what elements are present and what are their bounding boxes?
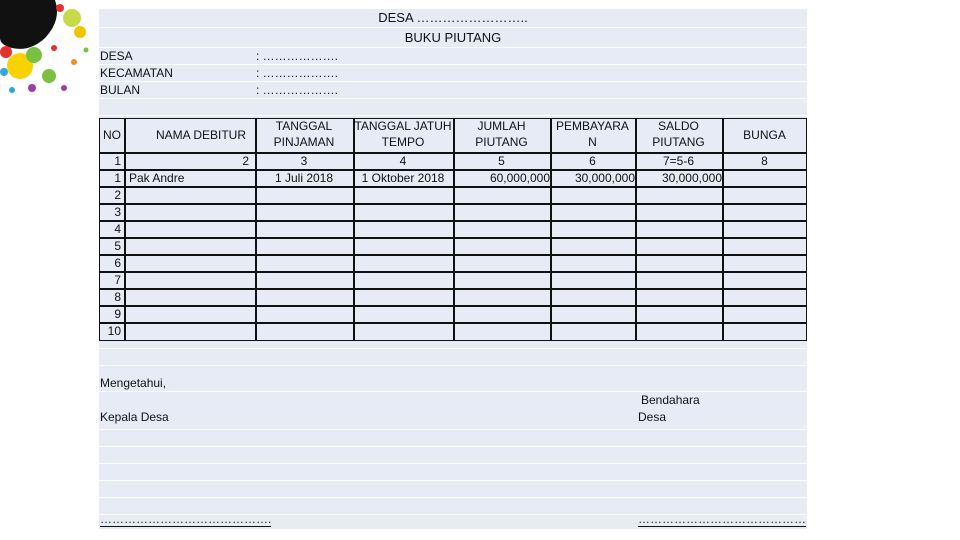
row-number: 3 — [114, 205, 121, 219]
row-number: 9 — [114, 307, 121, 321]
col-header-saldo-piutang-2: PIUTANG — [652, 135, 705, 149]
col-header-tanggal-jatuh-tempo-2: TEMPO — [381, 135, 425, 149]
document-subtitle: BUKU PIUTANG — [404, 30, 502, 45]
index-cell-7: 7=5-6 — [662, 154, 695, 168]
row-tanggal-pinjaman[interactable]: 1 Juli 2018 — [274, 171, 334, 185]
signature-line-kepala-desa[interactable]: ……………………………………. — [100, 512, 272, 526]
info-label-kecamatan: KECAMATAN — [100, 66, 173, 80]
index-cell-5: 5 — [498, 154, 505, 168]
row-saldo-piutang[interactable]: 30,000,000 — [661, 171, 722, 185]
row-number: 4 — [114, 222, 121, 236]
row-number: 10 — [107, 324, 121, 338]
bendahara-label-line1: Bendahara — [641, 393, 700, 407]
decorative-splash-graphic — [0, 0, 96, 100]
col-header-saldo-piutang-1: SALDO — [658, 119, 699, 133]
row-number: 5 — [114, 239, 121, 253]
row-pembayaran[interactable]: 30,000,000 — [574, 171, 635, 185]
mengetahui-label: Mengetahui, — [100, 376, 167, 390]
index-cell-2: 2 — [242, 154, 249, 168]
col-header-tanggal-pinjaman-1: TANGGAL — [275, 119, 333, 133]
col-header-jumlah-piutang-1: JUMLAH — [477, 119, 526, 133]
col-header-pembayaran-2: N — [588, 135, 597, 149]
kepala-desa-label: Kepala Desa — [100, 410, 169, 424]
document-title: DESA …………………….. — [378, 10, 528, 25]
col-header-no: NO — [103, 128, 121, 142]
info-label-bulan: BULAN — [100, 83, 141, 97]
col-header-jumlah-piutang-2: PIUTANG — [475, 135, 528, 149]
row-number: 6 — [114, 256, 121, 270]
index-cell-8: 8 — [761, 154, 768, 168]
spreadsheet-area — [99, 9, 807, 529]
piutang-table — [99, 118, 807, 341]
col-header-tanggal-pinjaman-2: PINJAMAN — [273, 135, 335, 149]
bendahara-label-line2: Desa — [638, 410, 667, 424]
index-cell-3: 3 — [300, 154, 308, 168]
index-cell-6: 6 — [589, 154, 596, 168]
info-value-bulan[interactable]: : ………………. — [256, 83, 339, 97]
info-value-desa[interactable]: : ………………. — [256, 49, 339, 63]
col-header-bunga: BUNGA — [743, 128, 786, 142]
col-header-tanggal-jatuh-tempo-1: TANGGAL JATUH — [354, 119, 452, 133]
row-no[interactable]: 1 — [114, 171, 121, 185]
info-label-desa: DESA — [100, 49, 133, 63]
row-number: 7 — [114, 273, 121, 287]
col-header-nama-debitur: NAMA DEBITUR — [155, 128, 246, 142]
row-number: 8 — [114, 290, 121, 304]
row-jumlah-piutang[interactable]: 60,000,000 — [489, 171, 550, 185]
index-cell-1: 1 — [114, 154, 121, 168]
index-cell-4: 4 — [399, 154, 407, 168]
info-value-kecamatan[interactable]: : ………………. — [256, 66, 339, 80]
col-header-pembayaran-1: PEMBAYARA — [556, 119, 629, 133]
signature-line-bendahara[interactable]: …………………………………… — [638, 512, 806, 526]
row-tanggal-jatuh-tempo[interactable]: 1 Oktober 2018 — [361, 171, 445, 185]
row-nama-debitur[interactable]: Pak Andre — [129, 171, 185, 185]
row-number: 2 — [114, 188, 121, 202]
